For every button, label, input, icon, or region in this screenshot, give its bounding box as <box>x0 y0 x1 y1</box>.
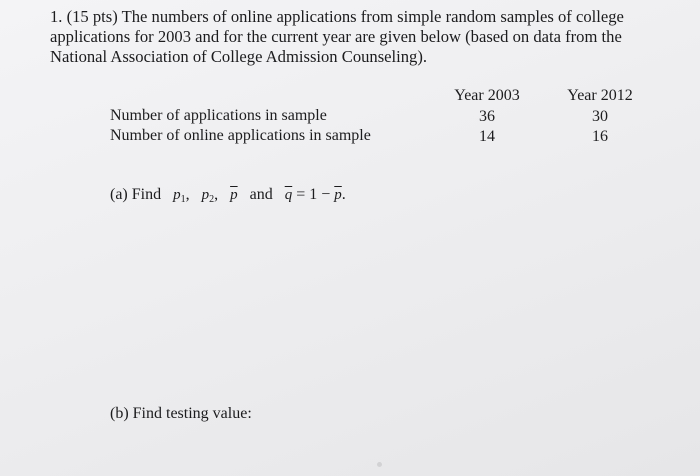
equation-expression: = 1 − <box>296 186 331 203</box>
p2-symbol: $p_2$ <box>201 187 215 205</box>
table-cell: 36 <box>479 107 495 125</box>
part-a: (a) Find $p_1$, $p_2$, $\overline{p}$ and $\overline{q} = 1 - \overline{p}$. <box>110 186 346 205</box>
part-b: (b) Find testing value: <box>110 405 252 422</box>
decorative-dot <box>377 462 382 467</box>
p-bar-symbol: $\overline{p}$ <box>230 187 238 203</box>
and-word: and <box>249 186 273 203</box>
table-cell: 14 <box>479 128 495 145</box>
column-header: Year 2012 <box>567 87 633 104</box>
table-cell: 30 <box>592 107 608 125</box>
problem-statement: 1. (15 pts) The numbers of online applications from simple random samples of college applications for 2003 and for the current year are given below (based on data from the National Association of College Admission Counseling). <box>50 7 624 66</box>
column-year-2012 <box>555 86 645 148</box>
part-a-prefix: (a) Find <box>110 186 162 203</box>
row-label-online-applications: Number of online applications in sample <box>110 127 371 144</box>
column-header: Year 2003 <box>454 87 520 104</box>
p1-symbol: $p_1$ <box>173 187 186 205</box>
p-bar-symbol-2: $\overline{p}$ <box>334 187 342 203</box>
table-cell: 16 <box>592 128 608 145</box>
column-year-2003 <box>442 86 532 148</box>
q-bar-symbol: $\overline{q}$ <box>284 187 293 203</box>
row-label-applications: Number of applications in sample <box>110 107 327 124</box>
